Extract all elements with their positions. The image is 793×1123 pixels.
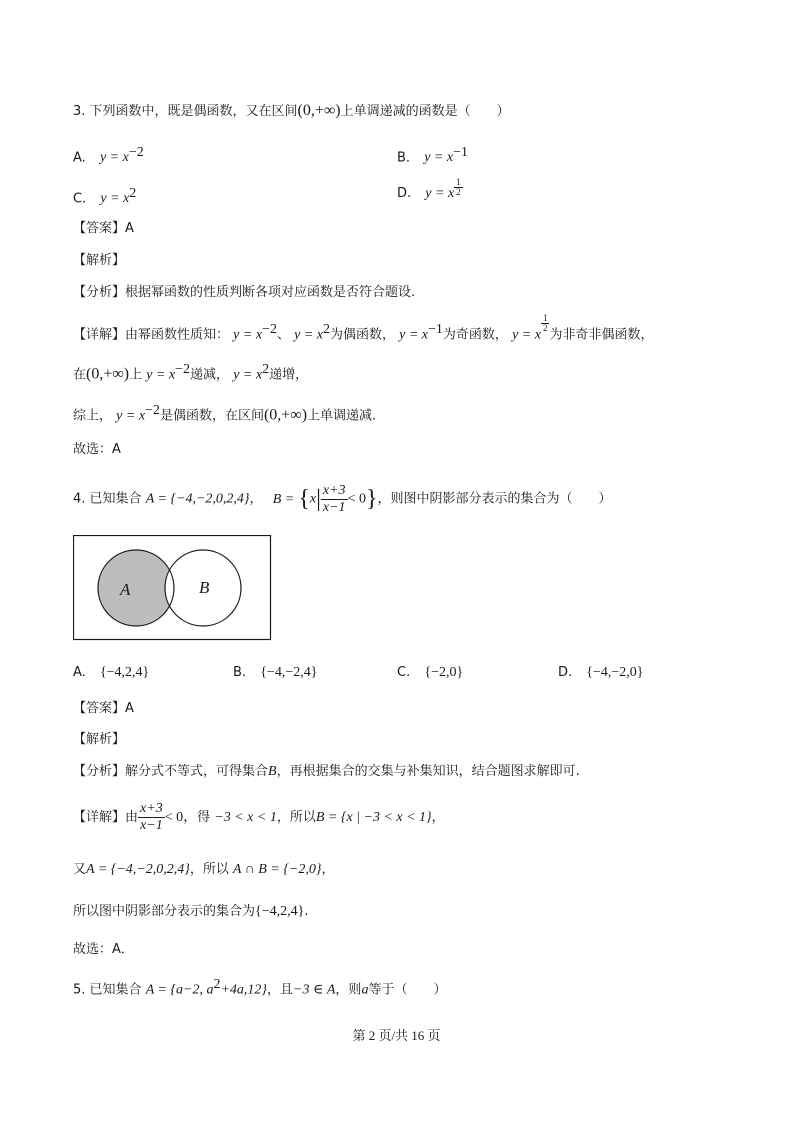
detail-text: 所以图中阴影部分表示的集合为: [73, 904, 256, 919]
option-set: {−4,2,4}: [99, 665, 150, 680]
set-a: A = {−4,−2,0,2,4}: [86, 862, 190, 877]
brace-open: {: [298, 486, 310, 512]
q4-fenxi: [73, 762, 580, 782]
q4-option-c: [397, 663, 463, 683]
separator: ，: [249, 491, 263, 507]
formula: y = x: [116, 408, 146, 424]
set-b-symbol: B: [268, 764, 277, 779]
q4-analysis-tag: [73, 730, 125, 750]
detail-text: ，: [431, 810, 445, 825]
choose-text: 故选：A: [73, 442, 121, 457]
option-label: A.: [73, 665, 86, 680]
q3-detail-line-1: [73, 313, 654, 345]
detail-text: ，所以: [276, 810, 316, 825]
q4-detail-line-3: [73, 902, 309, 922]
q3-detail-line-3: [73, 401, 376, 426]
q5-stem-text: ，且: [267, 982, 294, 998]
q3-option-c: [73, 184, 136, 209]
formula: y = x: [294, 327, 323, 343]
exponent: −2: [175, 362, 191, 377]
option-label: A.: [73, 150, 86, 166]
set-a-tail: +4a,12}: [220, 982, 268, 998]
q3-fenxi: [73, 283, 415, 303]
fenxi-tag: 【分析】: [73, 285, 126, 300]
q3-detail-line-2: [73, 360, 308, 385]
detail-tag: 【详解】: [73, 327, 126, 343]
exponent: −1: [428, 322, 443, 337]
option-label: D.: [397, 186, 412, 201]
option-label: C.: [73, 191, 87, 207]
detail-text: 得: [197, 810, 211, 825]
option-set: {−2,0}: [424, 665, 464, 680]
answer-value: A: [125, 701, 134, 716]
venn-circle-a: [98, 550, 174, 626]
q4-stem: [73, 482, 612, 516]
formula: y = x: [399, 327, 429, 343]
fenxi-text: 根据幂函数的性质判断各项对应函数是否符合题设.: [125, 285, 416, 300]
detail-text: ，: [321, 862, 335, 877]
fenxi-text-2: ，再根据集合的交集与补集知识，结合题图求解即可.: [276, 764, 580, 779]
q4-option-b: [233, 663, 317, 683]
separator: 、: [276, 327, 290, 343]
inequality-fraction: $\frac{x+3}{x-1}$: [140, 801, 163, 833]
detail-text: ，所以: [189, 862, 229, 877]
venn-label-a: A: [120, 580, 131, 599]
interval: (0,+∞): [263, 406, 308, 424]
exponent: −2: [262, 322, 277, 337]
option-set: {−4,−2,0}: [586, 665, 644, 680]
set-a: A = {a−2, a: [145, 982, 214, 998]
option-formula: y = x: [99, 150, 129, 166]
option-label: C.: [397, 665, 411, 680]
option-formula: y = x: [425, 186, 455, 201]
q5-stem-text: ，则: [335, 982, 362, 998]
bar: |: [316, 486, 321, 512]
option-set: {−4,−2,4}: [260, 665, 318, 680]
detail-text: 上: [129, 367, 143, 383]
set-b-prefix: B =: [272, 491, 295, 507]
condition: −3 ∈ A: [293, 982, 336, 998]
fenxi-text: 解分式不等式，可得集合: [125, 764, 269, 779]
variable: a: [361, 982, 369, 998]
exponent: −2: [145, 403, 160, 418]
option-exponent-fraction: $\frac{1}{2}$: [456, 177, 461, 197]
option-exponent: −2: [128, 145, 144, 160]
option-label: D.: [558, 665, 573, 680]
detail-text: 综上，: [73, 408, 113, 424]
venn-diagram: [73, 535, 272, 641]
fenxi-tag: 【分析】: [73, 764, 126, 779]
intersection: A ∩ B = {−2,0}: [232, 862, 322, 877]
q3-stem-text: 3. 下列函数中，既是偶函数，又在区间: [73, 104, 298, 119]
inequality-range: −3 < x < 1: [214, 810, 277, 825]
answer-value: A: [125, 221, 134, 236]
exponent: 2: [213, 977, 221, 992]
detail-text: 由: [125, 810, 139, 825]
detail-text: 又: [73, 862, 87, 877]
detail-text: 递增，: [269, 367, 309, 383]
detail-text: 上单调递减.: [307, 408, 377, 424]
q3-answer: [73, 219, 134, 239]
q5-stem-text: 等于（ ）: [368, 982, 447, 998]
exponent-fraction: $\frac{1}{2}$: [542, 313, 548, 333]
option-exponent: 2: [129, 186, 137, 201]
formula: y = x: [233, 367, 263, 383]
interval: (0,+∞): [86, 365, 130, 383]
q3-interval: (0,+∞): [297, 102, 341, 119]
set-b-lt: < 0: [347, 491, 366, 507]
option-label: B.: [397, 150, 411, 166]
q3-choose: [73, 440, 121, 460]
detail-text: .: [304, 904, 309, 919]
choose-text: 故选：A．: [73, 942, 134, 957]
q3-analysis-tag: [73, 251, 125, 271]
option-formula: y = x: [100, 191, 130, 207]
q4-stem-text-2: ，则图中阴影部分表示的集合为（ ）: [377, 491, 612, 507]
answer-tag: 【答案】: [73, 701, 126, 716]
set-a: A = {−4,−2,0,2,4}: [145, 491, 250, 507]
formula: y = x: [233, 327, 263, 343]
q4-choose: [73, 940, 134, 960]
answer-tag: 【答案】: [73, 221, 126, 236]
q3-option-d: [397, 177, 463, 204]
q3-stem-text-2: 上单调递减的函数是（ ）: [340, 104, 510, 119]
set-b-result: B = {x | −3 < x < 1}: [315, 810, 432, 825]
q3-stem: [73, 101, 510, 122]
option-exponent: −1: [453, 145, 468, 160]
option-label: B.: [233, 665, 247, 680]
option-formula: y = x: [424, 150, 454, 166]
q3-option-b: [397, 143, 468, 168]
detail-tag: 【详解】: [73, 810, 126, 825]
detail-text: 为偶函数，: [329, 327, 395, 343]
detail-text: 在: [73, 367, 87, 383]
q4-detail-line-1: [73, 798, 445, 838]
detail-text: 是偶函数，在区间: [159, 408, 264, 424]
exponent: 2: [262, 362, 270, 377]
analysis-tag: 【解析】: [73, 732, 126, 747]
result-set: {−4,2,4}: [255, 904, 305, 919]
analysis-tag: 【解析】: [73, 253, 126, 268]
brace-close: }: [365, 486, 378, 512]
formula: y = x: [512, 327, 541, 343]
formula: y = x: [146, 367, 176, 383]
venn-label-b: B: [199, 578, 210, 597]
detail-text: 由幂函数性质知：: [125, 327, 230, 343]
page-footer: 第 2 页/共 16 页: [352, 1028, 441, 1043]
exponent: 2: [322, 322, 330, 337]
q4-stem-text: 4. 已知集合: [73, 491, 142, 507]
set-b-fraction: $\frac{x+3}{x-1}$: [322, 482, 346, 515]
set-b-var: x: [309, 491, 317, 507]
detail-text: 递减，: [190, 367, 230, 383]
q4-answer: [73, 699, 134, 719]
q5-stem: [73, 975, 446, 1000]
q4-detail-line-2: [73, 860, 334, 880]
inequality-lt: < 0，: [164, 810, 198, 825]
q5-stem-text: 5. 已知集合: [73, 982, 142, 998]
q3-option-a: [73, 143, 144, 168]
q4-option-a: [73, 663, 149, 683]
detail-text: 为非奇非偶函数，: [549, 327, 654, 343]
q4-option-d: [558, 663, 644, 683]
detail-text: 为奇函数，: [442, 327, 508, 343]
